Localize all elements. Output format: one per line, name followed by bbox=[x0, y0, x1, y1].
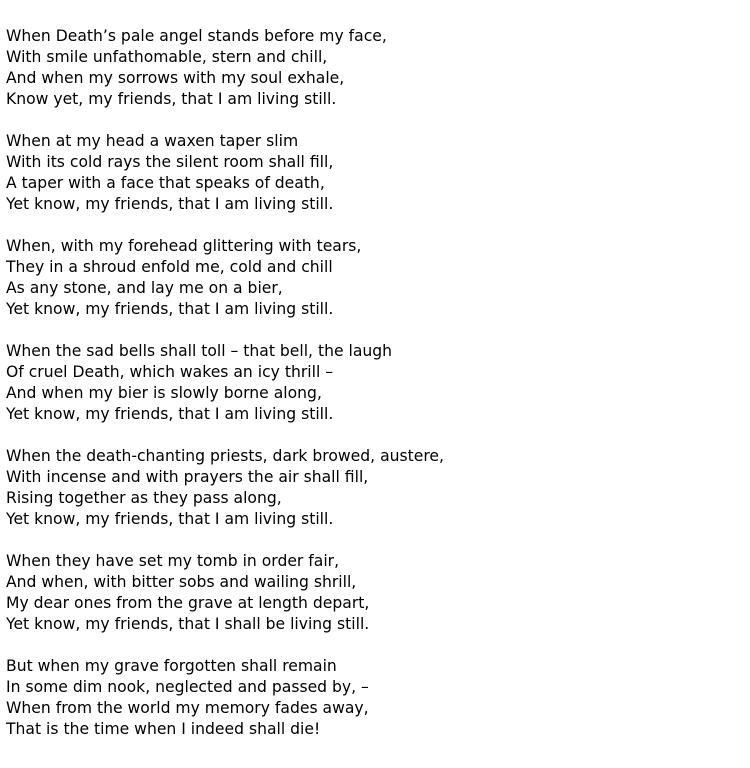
poem-line: With smile unfathomable, stern and chill, bbox=[6, 48, 328, 66]
poem-line: When from the world my memory fades away, bbox=[6, 699, 369, 717]
poem-line: And when my bier is slowly borne along, bbox=[6, 384, 322, 402]
poem-line: Of cruel Death, which wakes an icy thrill – bbox=[6, 363, 334, 381]
poem-line: When the sad bells shall toll – that bell, the laugh bbox=[6, 342, 393, 360]
poem-line: With incense and with prayers the air shall fill, bbox=[6, 468, 369, 486]
poem-line: When they have set my tomb in order fair, bbox=[6, 552, 340, 570]
poem-line: And when, with bitter sobs and wailing shrill, bbox=[6, 573, 357, 591]
poem-line: A taper with a face that speaks of death, bbox=[6, 174, 325, 192]
poem-text bbox=[6, 26, 744, 740]
stanza-4 bbox=[6, 341, 744, 425]
poem-line: Yet know, my friends, that I shall be living still. bbox=[6, 615, 370, 633]
poem-line: Rising together as they pass along, bbox=[6, 489, 282, 507]
stanza-7 bbox=[6, 656, 744, 740]
poem-line: They in a shroud enfold me, cold and chill bbox=[6, 258, 333, 276]
poem-line: When at my head a waxen taper slim bbox=[6, 132, 299, 150]
poem-line: When the death-chanting priests, dark browed, austere, bbox=[6, 447, 444, 465]
stanza-1 bbox=[6, 26, 744, 110]
poem-line: That is the time when I indeed shall die! bbox=[6, 720, 321, 738]
poem-line: As any stone, and lay me on a bier, bbox=[6, 279, 283, 297]
poem-line: Yet know, my friends, that I am living still. bbox=[6, 510, 334, 528]
poem-line: My dear ones from the grave at length depart, bbox=[6, 594, 370, 612]
poem-line: Know yet, my friends, that I am living still. bbox=[6, 90, 337, 108]
poem-line: With its cold rays the silent room shall fill, bbox=[6, 153, 334, 171]
stanza-5 bbox=[6, 446, 744, 530]
poem-line: When Death’s pale angel stands before my face, bbox=[6, 27, 387, 45]
stanza-2 bbox=[6, 131, 744, 215]
stanza-6 bbox=[6, 551, 744, 635]
poem-line: Yet know, my friends, that I am living still. bbox=[6, 405, 334, 423]
poem-line: But when my grave forgotten shall remain bbox=[6, 657, 337, 675]
stanza-3 bbox=[6, 236, 744, 320]
poem-line: Yet know, my friends, that I am living still. bbox=[6, 195, 334, 213]
poem-line: Yet know, my friends, that I am living still. bbox=[6, 300, 334, 318]
poem-line: In some dim nook, neglected and passed by, – bbox=[6, 678, 369, 696]
poem-line: When, with my forehead glittering with tears, bbox=[6, 237, 362, 255]
poem-line: And when my sorrows with my soul exhale, bbox=[6, 69, 345, 87]
